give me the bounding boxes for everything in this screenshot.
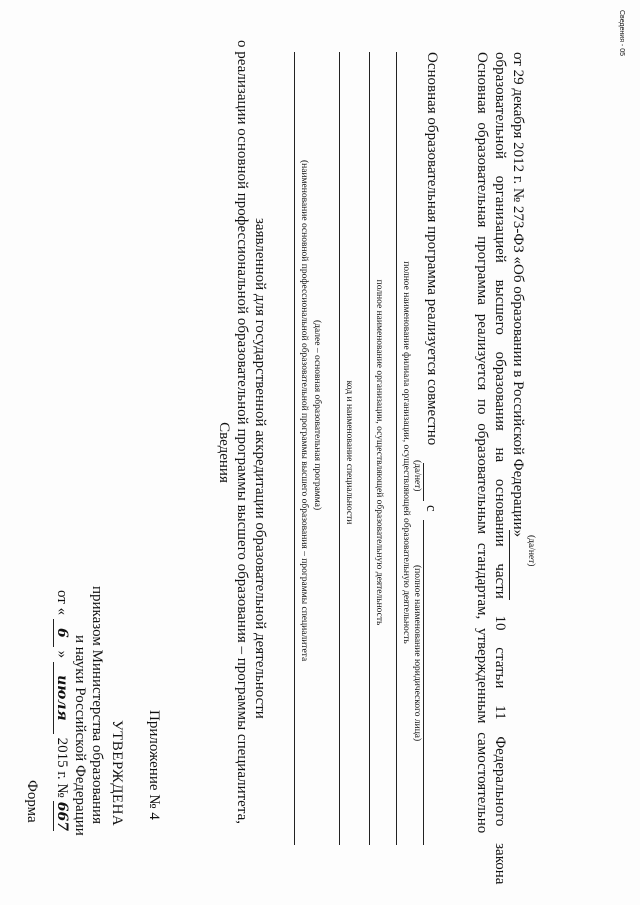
date-mid: »	[54, 650, 70, 659]
statement-line-1: Основная образовательная программа реализуется по образовательным стандартам, утвержденным самостоятельно	[474, 52, 490, 834]
date-number: 667	[54, 801, 70, 831]
branch-caption: полное наименование филиала организации, осуществляющей образовательную деятельность	[401, 261, 411, 644]
order-date-line	[53, 590, 70, 831]
order-line-2: и науки Российской Федерации	[72, 635, 88, 836]
joint-yes-no-line	[423, 463, 424, 501]
statement-yes-no-caption: (да/нет)	[526, 535, 536, 567]
appendix-number: Приложение № 4	[146, 710, 162, 820]
organization-caption: полное наименование организации, осуществляющей образовательную деятельность	[374, 279, 384, 626]
form-label: Форма	[24, 780, 40, 823]
program-name-caption-2: (далее – основная образовательная программа)	[312, 320, 322, 511]
legal-entity-caption: (полное наименование юридического лица)	[412, 565, 422, 742]
footer-code: Сведения - 05	[618, 10, 625, 56]
joint-implementation-text: Основная образовательная программа реализуется совместно	[424, 52, 440, 446]
joint-with-label: с	[423, 505, 439, 512]
date-day: 6	[53, 619, 70, 647]
statement-line-2: образовательной организацией высшего образования на основании части 10 статьи 11 Федерального закона	[492, 52, 508, 885]
program-name-line	[294, 52, 295, 845]
branch-line	[396, 52, 397, 845]
order-line-1: приказом Министерства образования	[89, 586, 105, 824]
statement-yes-no-line	[509, 530, 510, 600]
program-name-caption-1: (наименование основной профессиональной образовательной программы высшего образования – программы специалитета	[299, 160, 309, 662]
specialty-line	[339, 52, 340, 845]
legal-entity-line	[423, 520, 424, 845]
approved-stamp: УТВЕРЖДЕНА	[109, 720, 125, 827]
date-month: июля	[53, 662, 70, 734]
date-prefix: от «	[54, 590, 70, 616]
title-line-2: заявленной для государственной аккредитации образовательной деятельности	[252, 218, 268, 719]
specialty-caption: код и наименование специальности	[344, 380, 354, 525]
joint-yes-no-caption: (да/нет)	[412, 460, 422, 492]
statement-line-3: от 29 декабря 2012 г. № 273-ФЗ «Об образовании в Российской Федерации»	[510, 52, 526, 538]
title-line-1: о реализации основной профессиональной образовательной программы высшего образования – программы специалитета,	[234, 40, 250, 824]
date-year: 2015 г. №	[54, 737, 70, 798]
organization-line	[369, 52, 370, 845]
document-heading: Сведения	[216, 422, 232, 483]
